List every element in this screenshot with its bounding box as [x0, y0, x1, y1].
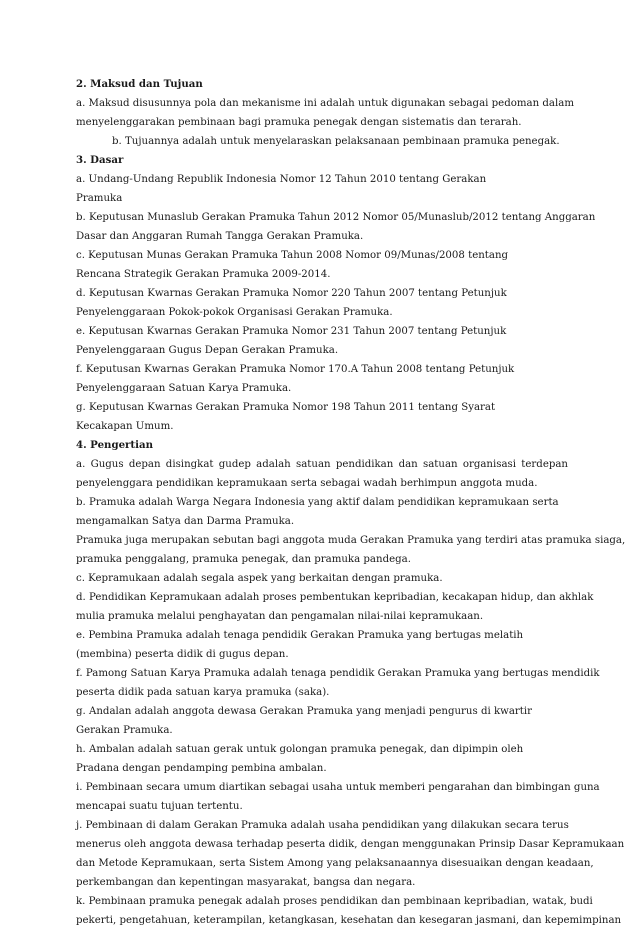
text-line: h. Ambalan adalah satuan gerak untuk golongan pramuka penegak, dan dipimpin oleh [76, 744, 524, 755]
text-line: pramuka penggalang, pramuka penegak, dan pramuka pandega. [76, 554, 411, 565]
text-line: e. Pembina Pramuka adalah tenaga pendidik Gerakan Pramuka yang bertugas melatih [76, 630, 524, 641]
text-line: menerus oleh anggota dewasa terhadap peserta didik, dengan menggunakan Prinsip Dasar Kepramukaan [76, 839, 625, 850]
text-line: Rencana Strategik Gerakan Pramuka 2009-2014. [76, 269, 331, 280]
text-line: Pramuka juga merupakan sebutan bagi anggota muda Gerakan Pramuka yang terdiri atas pramuka siaga, [76, 535, 626, 546]
text-line: d. Pendidikan Kepramukaan adalah proses pembentukan kepribadian, kecakapan hidup, dan akhlak [76, 592, 594, 603]
section-heading: 2. Maksud dan Tujuan [76, 78, 203, 90]
text-line: b. Pramuka adalah Warga Negara Indonesia yang aktif dalam pendidikan kepramukaan serta [76, 497, 559, 508]
text-line: penyelenggara pendidikan kepramukaan serta sebagai wadah berhimpun anggota muda. [76, 478, 538, 489]
text-line: Dasar dan Anggaran Rumah Tangga Gerakan Pramuka. [76, 231, 364, 242]
text-line: b. Tujuannya adalah untuk menyelaraskan pelaksanaan pembinaan pramuka penegak. [112, 136, 560, 147]
text-line: Pradana dengan pendamping pembina ambalan. [76, 763, 327, 774]
text-line: e. Keputusan Kwarnas Gerakan Pramuka Nomor 231 Tahun 2007 tentang Petunjuk [76, 326, 507, 337]
text-line: dan Metode Kepramukaan, serta Sistem Among yang pelaksanaannya disesuaikan dengan keadaan, [76, 858, 594, 869]
text-line: Pramuka [76, 193, 123, 204]
text-line: mencapai suatu tujuan tertentu. [76, 801, 243, 812]
text-line: mengamalkan Satya dan Darma Pramuka. [76, 516, 295, 527]
text-line: a. Maksud disusunnya pola dan mekanisme ini adalah untuk digunakan sebagai pedoman dalam [76, 98, 574, 109]
section-heading: 3. Dasar [76, 154, 124, 166]
text-line: perkembangan dan kepentingan masyarakat, bangsa dan negara. [76, 877, 416, 888]
text-line: c. Kepramukaan adalah segala aspek yang berkaitan dengan pramuka. [76, 573, 443, 584]
text-line: g. Keputusan Kwarnas Gerakan Pramuka Nomor 198 Tahun 2011 tentang Syarat [76, 402, 496, 413]
text-line: Penyelenggaraan Gugus Depan Gerakan Pramuka. [76, 345, 339, 356]
text-line: Penyelenggaraan Pokok-pokok Organisasi Gerakan Pramuka. [76, 307, 393, 318]
text-line: k. Pembinaan pramuka penegak adalah proses pendidikan dan pembinaan kepribadian, watak, budi [76, 896, 593, 907]
text-line: a. Gugus depan disingkat gudep adalah satuan pendidikan dan satuan organisasi terdepan [76, 459, 568, 470]
text-line: a. Undang-Undang Republik Indonesia Nomor 12 Tahun 2010 tentang Gerakan [76, 174, 487, 185]
text-line: j. Pembinaan di dalam Gerakan Pramuka adalah usaha pendidikan yang dilakukan secara terus [76, 820, 569, 831]
text-line: d. Keputusan Kwarnas Gerakan Pramuka Nomor 220 Tahun 2007 tentang Petunjuk [76, 288, 507, 299]
text-line: b. Keputusan Munaslub Gerakan Pramuka Tahun 2012 Nomor 05/Munaslub/2012 tentang Anggaran [76, 212, 596, 223]
document-body [76, 75, 626, 930]
text-line: i. Pembinaan secara umum diartikan sebagai usaha untuk memberi pengarahan dan bimbingan guna [76, 782, 600, 793]
text-line: menyelenggarakan pembinaan bagi pramuka penegak dengan sistematis dan terarah. [76, 117, 522, 128]
text-line: g. Andalan adalah anggota dewasa Gerakan Pramuka yang menjadi pengurus di kwartir [76, 706, 533, 717]
text-line: f. Keputusan Kwarnas Gerakan Pramuka Nomor 170.A Tahun 2008 tentang Petunjuk [76, 364, 515, 375]
text-line: pekerti, pengetahuan, keterampilan, ketangkasan, kesehatan dan kesegaran jasmani, dan kepemimpinan [76, 915, 622, 926]
text-line: Penyelenggaraan Satuan Karya Pramuka. [76, 383, 292, 394]
text-line: f. Pamong Satuan Karya Pramuka adalah tenaga pendidik Gerakan Pramuka yang bertugas mendidik [76, 668, 600, 679]
section-heading: 4. Pengertian [76, 439, 154, 451]
text-line: Gerakan Pramuka. [76, 725, 173, 736]
text-line: c. Keputusan Munas Gerakan Pramuka Tahun 2008 Nomor 09/Munas/2008 tentang [76, 250, 509, 261]
text-line: mulia pramuka melalui penghayatan dan pengamalan nilai-nilai kepramukaan. [76, 611, 484, 622]
text-line: Kecakapan Umum. [76, 421, 174, 432]
text-line: (membina) peserta didik di gugus depan. [76, 649, 289, 660]
text-line: peserta didik pada satuan karya pramuka (saka). [76, 687, 330, 698]
